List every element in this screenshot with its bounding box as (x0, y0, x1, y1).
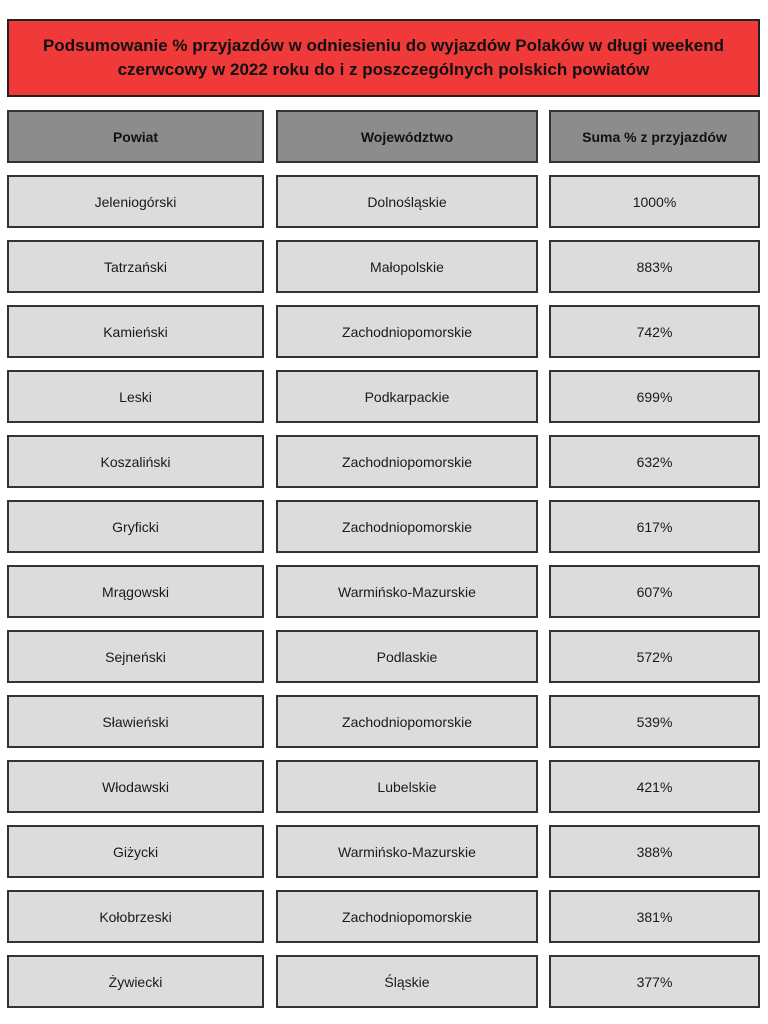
table-cell-county: Tatrzański (7, 240, 264, 293)
table-cell-voivodeship: Zachodniopomorskie (276, 890, 538, 943)
table-cell-county: Mrągowski (7, 565, 264, 618)
page-title: Podsumowanie % przyjazdów w odniesieniu do wyjazdów Polaków w długi weekend czerwcowy w 2022 roku do i z poszczególnych polskich powiatów (7, 19, 760, 97)
table-cell-arrivals-percent: 883% (549, 240, 760, 293)
table-cell-voivodeship: Zachodniopomorskie (276, 435, 538, 488)
column-header-voivodeship: Województwo (276, 110, 538, 163)
table-cell-voivodeship: Zachodniopomorskie (276, 500, 538, 553)
table-cell-voivodeship: Zachodniopomorskie (276, 305, 538, 358)
table-cell-voivodeship: Lubelskie (276, 760, 538, 813)
table-cell-county: Żywiecki (7, 955, 264, 1008)
table-cell-county: Leski (7, 370, 264, 423)
table-cell-arrivals-percent: 1000% (549, 175, 760, 228)
table-cell-county: Kołobrzeski (7, 890, 264, 943)
table-cell-county: Giżycki (7, 825, 264, 878)
table-cell-county: Koszaliński (7, 435, 264, 488)
table-cell-arrivals-percent: 539% (549, 695, 760, 748)
column-header-county: Powiat (7, 110, 264, 163)
table-cell-voivodeship: Podkarpackie (276, 370, 538, 423)
table-cell-county: Gryficki (7, 500, 264, 553)
table-cell-arrivals-percent: 607% (549, 565, 760, 618)
table-cell-arrivals-percent: 742% (549, 305, 760, 358)
table-cell-county: Sławieński (7, 695, 264, 748)
table-cell-arrivals-percent: 388% (549, 825, 760, 878)
table-cell-voivodeship: Warmińsko-Mazurskie (276, 825, 538, 878)
table-cell-voivodeship: Warmińsko-Mazurskie (276, 565, 538, 618)
table-cell-county: Włodawski (7, 760, 264, 813)
table-cell-arrivals-percent: 572% (549, 630, 760, 683)
column-header-arrivals-percent: Suma % z przyjazdów (549, 110, 760, 163)
table-cell-voivodeship: Podlaskie (276, 630, 538, 683)
table-cell-arrivals-percent: 632% (549, 435, 760, 488)
table-cell-county: Kamieński (7, 305, 264, 358)
table-cell-voivodeship: Zachodniopomorskie (276, 695, 538, 748)
table-cell-voivodeship: Śląskie (276, 955, 538, 1008)
table-cell-county: Jeleniogórski (7, 175, 264, 228)
table-cell-arrivals-percent: 377% (549, 955, 760, 1008)
table-cell-arrivals-percent: 699% (549, 370, 760, 423)
table-cell-voivodeship: Małopolskie (276, 240, 538, 293)
table-cell-arrivals-percent: 381% (549, 890, 760, 943)
table-cell-county: Sejneński (7, 630, 264, 683)
table-cell-arrivals-percent: 421% (549, 760, 760, 813)
table-cell-arrivals-percent: 617% (549, 500, 760, 553)
table-cell-voivodeship: Dolnośląskie (276, 175, 538, 228)
